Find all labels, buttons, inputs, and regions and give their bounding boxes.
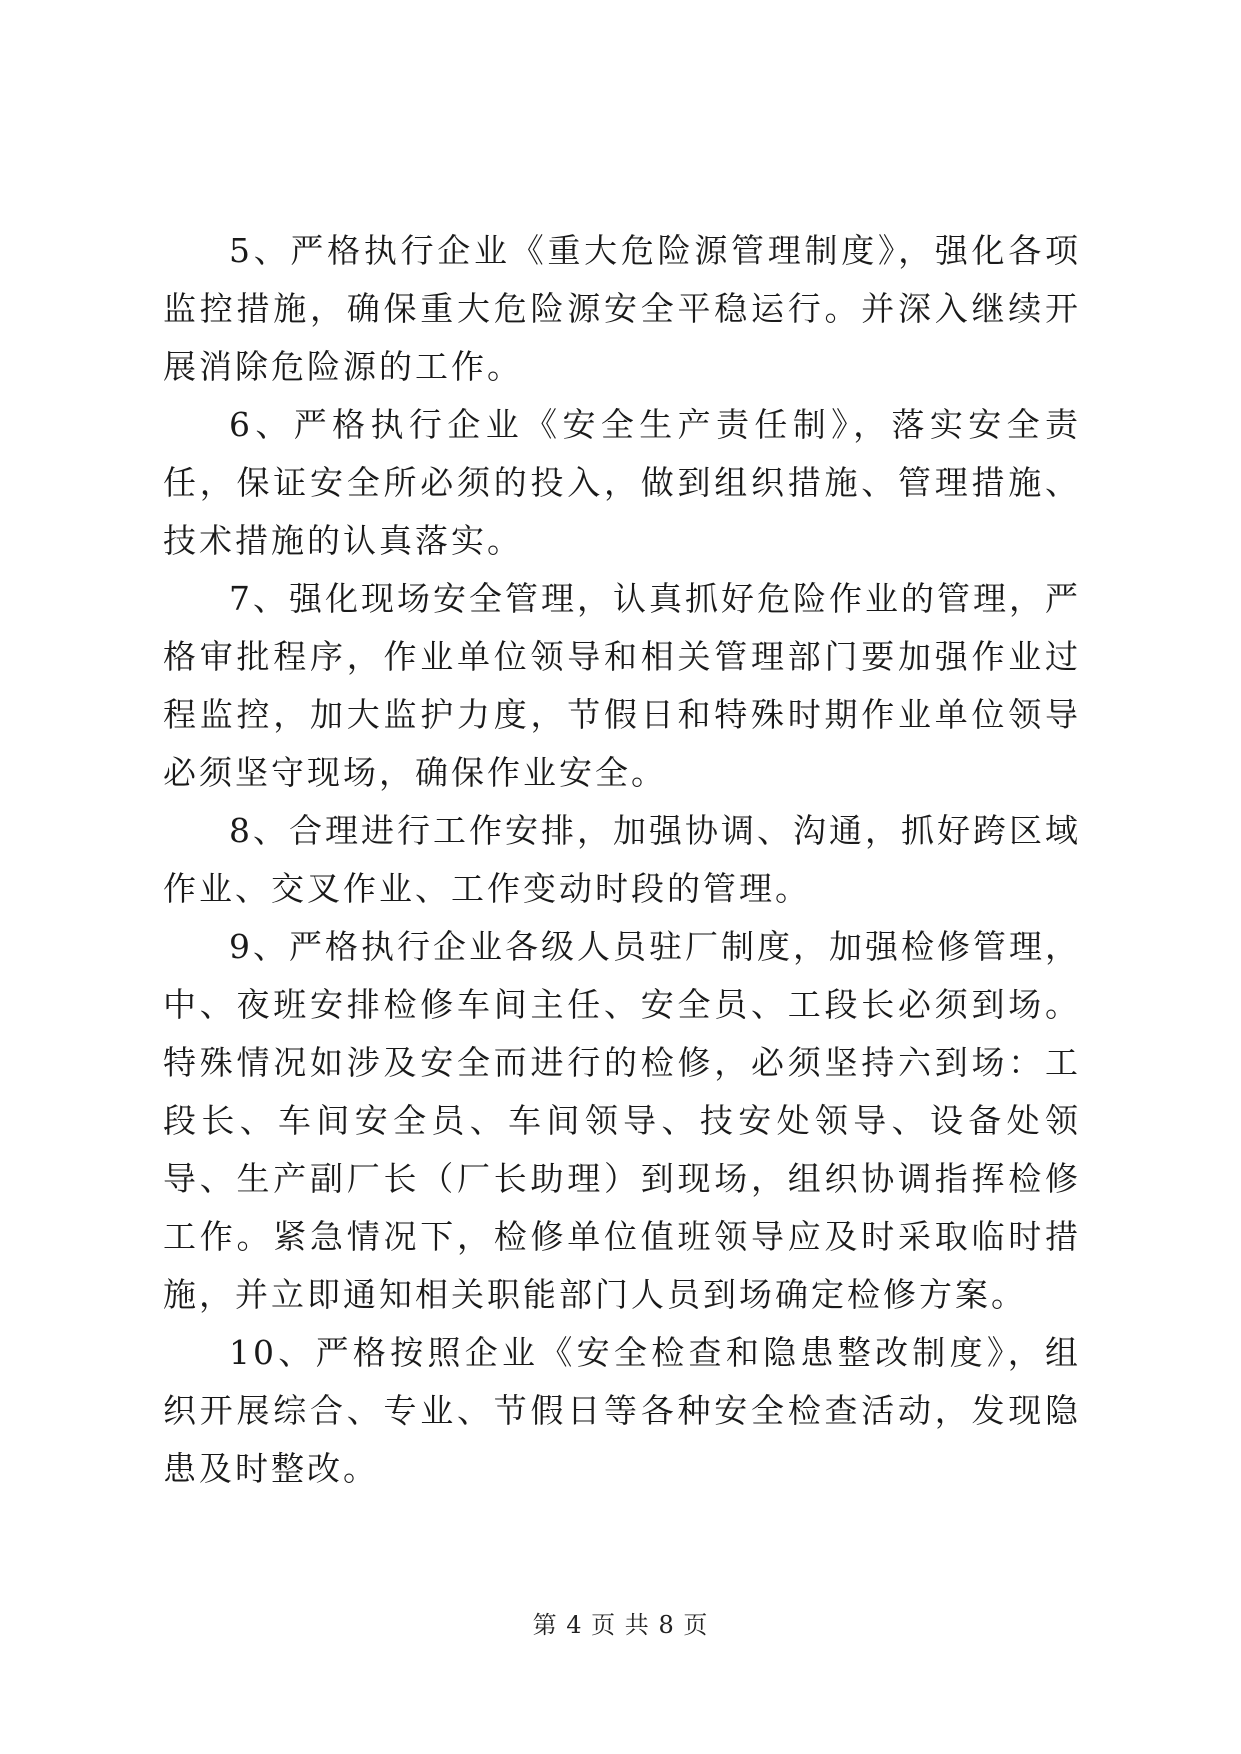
page-footer: 第 4 页 共 8 页 <box>532 1611 709 1639</box>
paragraph-item-6: 6、严格执行企业《安全生产责任制》，落实安全责任，保证安全所必须的投入，做到组织措施、管理措施、技术措施的认真落实。 <box>163 405 1081 560</box>
paragraph-item-8: 8、合理进行工作安排，加强协调、沟通，抓好跨区域作业、交叉作业、工作变动时段的管理。 <box>163 811 1081 908</box>
paragraph-item-9: 9、严格执行企业各级人员驻厂制度，加强检修管理，中、夜班安排检修车间主任、安全员、工段长必须到场。特殊情况如涉及安全而进行的检修，必须坚持六到场：工段长、车间安全员、车间领导、技安处领导、设备处领导、生产副厂长（厂长助理）到现场，组织协调指挥检修工作。紧急情况下，检修单位值班领导应及时采取临时措施，并立即通知相关职能部门人员到场确定检修方案。 <box>163 927 1081 1314</box>
paragraph-item-7: 7、强化现场安全管理，认真抓好危险作业的管理，严格审批程序，作业单位领导和相关管理部门要加强作业过程监控，加大监护力度，节假日和特殊时期作业单位领导必须坚守现场，确保作业安全。 <box>163 579 1081 792</box>
paragraph-item-10: 10、严格按照企业《安全检查和隐患整改制度》，组织开展综合、专业、节假日等各种安全检查活动，发现隐患及时整改。 <box>163 1333 1081 1488</box>
paragraph-item-5: 5、严格执行企业《重大危险源管理制度》，强化各项监控措施，确保重大危险源安全平稳运行。并深入继续开展消除危险源的工作。 <box>163 231 1081 386</box>
page-body <box>163 222 1081 1498</box>
